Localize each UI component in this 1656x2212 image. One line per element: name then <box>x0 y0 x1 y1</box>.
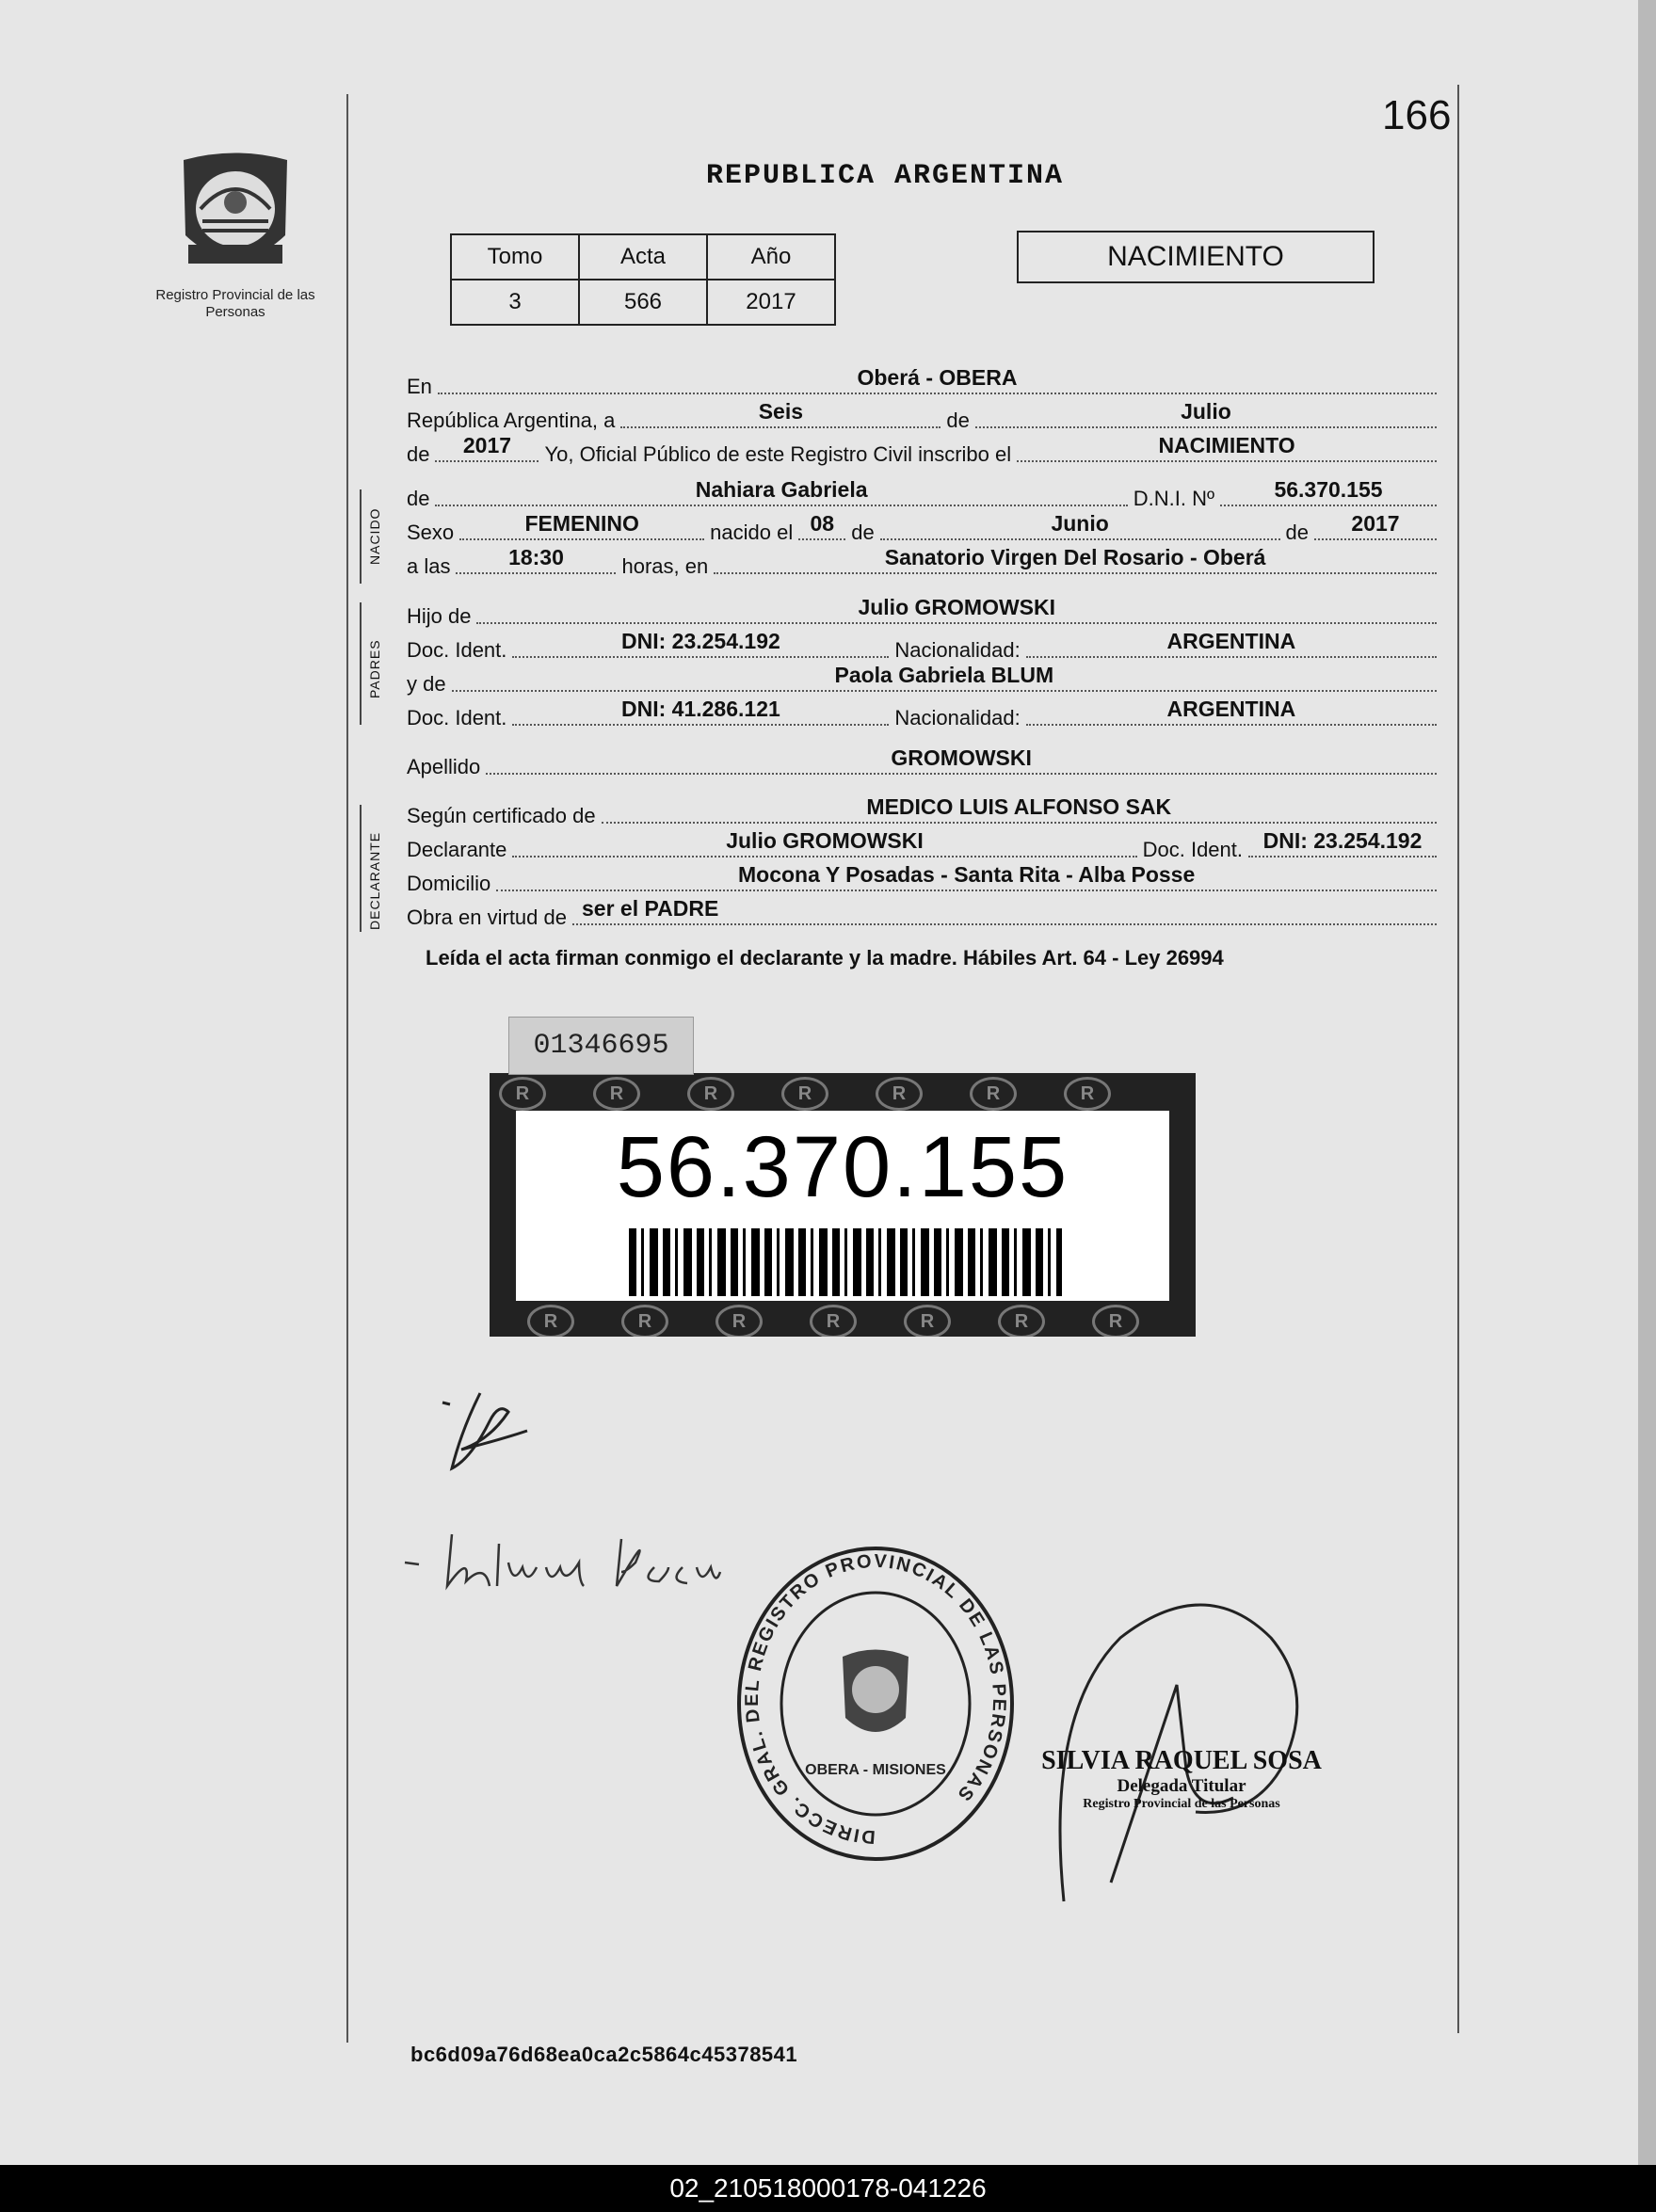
right-margin-line <box>1457 85 1459 2033</box>
mother-name: Paola Gabriela BLUM <box>834 663 1054 687</box>
birth-day: 08 <box>810 511 835 536</box>
child-name: Nahiara Gabriela <box>695 477 868 502</box>
document-hash: bc6d09a76d68ea0ca2c5864c45378541 <box>410 2043 798 2066</box>
official-name: SILVIA RAQUEL SOSA <box>1041 1746 1322 1775</box>
svg-text:DIRECC. GRAL. DEL REGISTRO PRO: DIRECC. GRAL. DEL REGISTRO PROVINCIAL DE LAS PERSONAS <box>742 1550 1010 1848</box>
certificate-value: MEDICO LUIS ALFONSO SAK <box>866 794 1172 819</box>
header-tomo: Tomo <box>451 234 579 280</box>
birth-month: Junio <box>1051 511 1109 536</box>
father-nationality: ARGENTINA <box>1166 629 1296 653</box>
date-row: República Argentina, a Seis de Julio <box>407 405 1442 433</box>
register-table <box>450 233 836 326</box>
father-doc-row: Doc. Ident. DNI: 23.254.192 Nacionalidad: ARGENTINA <box>407 634 1442 663</box>
declarant-signature <box>424 1374 555 1487</box>
act-type-box: NACIMIENTO <box>1017 231 1375 283</box>
act-value: NACIMIENTO <box>1158 433 1295 457</box>
left-margin-line <box>346 94 348 2043</box>
logo-label: Registro Provincial de las Personas <box>155 287 315 320</box>
closing-clause: Leída el acta firman conmigo el declarante y la madre. Hábiles Art. 64 - Ley 26994 <box>426 946 1224 970</box>
certificate-row: Según certificado de MEDICO LUIS ALFONSO SAK <box>407 800 1442 828</box>
mother-doc-row: Doc. Ident. DNI: 41.286.121 Nacionalidad: ARGENTINA <box>407 702 1442 730</box>
declarant-row: Declarante Julio GROMOWSKI Doc. Ident. DNI: 23.254.192 <box>407 834 1442 862</box>
child-birth-row: Sexo FEMENINO nacido el 08 de Junio de 2017 <box>407 517 1442 545</box>
father-row: Hijo de Julio GROMOWSKI <box>407 601 1442 629</box>
section-nacido: NACIDO <box>367 507 382 565</box>
surname-value: GROMOWSKI <box>891 745 1032 770</box>
svg-text:OBERA - MISIONES: OBERA - MISIONES <box>805 1762 946 1778</box>
official-role: Delegada Titular <box>1117 1776 1246 1796</box>
value-tomo: 3 <box>451 280 579 325</box>
official-seal-stamp <box>734 1544 1017 1864</box>
page-number: 166 <box>1382 92 1452 138</box>
surname-row: Apellido GROMOWSKI <box>407 751 1442 779</box>
mother-signature <box>395 1515 772 1600</box>
child-name-row: de Nahiara Gabriela D.N.I. Nº 56.370.155 <box>407 483 1442 511</box>
child-place-row: a las 18:30 horas, en Sanatorio Virgen Del Rosario - Oberá <box>407 551 1442 579</box>
official-signature-block <box>1026 1746 1337 1812</box>
scan-footer-id: 02_210518000178-041226 <box>0 2165 1656 2212</box>
month-value: Julio <box>1181 399 1231 424</box>
header-acta: Acta <box>579 234 707 280</box>
id-number-label: R R R R R R R R R R R R R R 56.370.155 <box>490 1073 1196 1337</box>
birth-place: Sanatorio Virgen Del Rosario - Oberá <box>884 545 1266 569</box>
declarant-doc: DNI: 23.254.192 <box>1262 828 1423 853</box>
day-value: Seis <box>758 399 804 424</box>
place-value: Oberá - OBERA <box>857 365 1018 390</box>
section-declarante: DECLARANTE <box>367 831 382 930</box>
birth-time: 18:30 <box>508 545 564 569</box>
mother-doc: DNI: 41.286.121 <box>621 697 780 721</box>
reason-row: Obra en virtud de ser el PADRE <box>407 902 1442 930</box>
declarant-name: Julio GROMOWSKI <box>726 828 924 853</box>
section-padres: PADRES <box>367 639 382 698</box>
mother-row: y de Paola Gabriela BLUM <box>407 668 1442 697</box>
father-name: Julio GROMOWSKI <box>858 595 1056 619</box>
address-value: Mocona Y Posadas - Santa Rita - Alba Posse <box>737 862 1196 887</box>
document-title: REPUBLICA ARGENTINA <box>705 160 1065 192</box>
child-dni: 56.370.155 <box>1274 477 1383 502</box>
year-value: 2017 <box>462 433 512 457</box>
barcode <box>629 1228 1062 1296</box>
value-acta: 566 <box>579 280 707 325</box>
birth-year: 2017 <box>1351 511 1400 536</box>
serial-sticker: 01346695 <box>508 1017 694 1075</box>
province-shield-logo <box>174 151 297 282</box>
id-number: 56.370.155 <box>616 1119 1069 1215</box>
header-anio: Año <box>707 234 835 280</box>
place-row: En Oberá - OBERA <box>407 371 1442 399</box>
r-pattern-logo: R <box>499 1077 546 1111</box>
official-org: Registro Provincial de las Personas <box>1083 1797 1280 1811</box>
year-row: de 2017 Yo, Oficial Público de este Registro Civil inscribo el NACIMIENTO <box>407 439 1442 467</box>
child-sex: FEMENINO <box>524 511 639 536</box>
value-anio: 2017 <box>707 280 835 325</box>
address-row: Domicilio Mocona Y Posadas - Santa Rita - Alba Posse <box>407 868 1442 896</box>
reason-value: ser el PADRE <box>581 896 719 921</box>
father-doc: DNI: 23.254.192 <box>621 629 780 653</box>
mother-nationality: ARGENTINA <box>1166 697 1296 721</box>
